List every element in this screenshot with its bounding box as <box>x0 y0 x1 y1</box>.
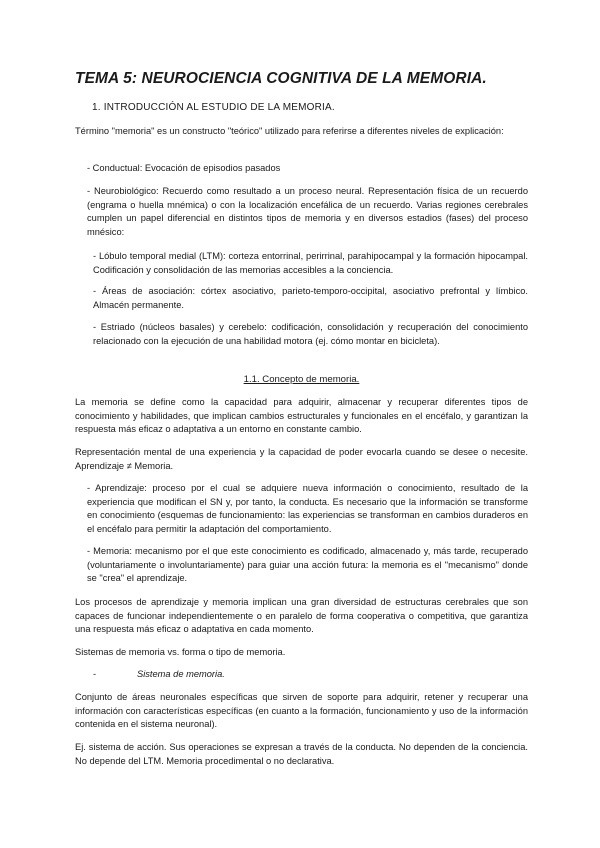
system-label: Sistema de memoria. <box>137 669 225 679</box>
bullet-neurobiologico: - Neurobiológico: Recuerdo como resultado a un proceso neural. Representación física de un recuerdo (engrama o huella mnémica) o con la localización encefálica de un recuerdo. Varias regiones cerebrales cumplen un papel diferencial en distintos tipos de memoria y en diversos estadios (fases) del proceso mnésico: <box>87 186 528 238</box>
page-title: TEMA 5: NEUROCIENCIA COGNITIVA DE LA MEMORIA. <box>75 70 487 87</box>
section-heading: 1. INTRODUCCIÓN AL ESTUDIO DE LA MEMORIA. <box>92 102 335 113</box>
sub-item-estriado: - Estriado (núcleos basales) y cerebelo: codificación, consolidación y recuperación del conocimiento relacionado con la ejecución de una habilidad motora (ej. cómo montar en bicicleta). <box>93 322 528 346</box>
intro-paragraph: Término "memoria" es un constructo "teórico" utilizado para referirse a diferentes niveles de explicación: <box>75 126 504 136</box>
conjunto-paragraph: Conjunto de áreas neuronales específicas que sirven de soporte para adquirir, retener y recuperar una información con características específicas (en cuanto a la formación, funcionamiento y uso de la información contenida en el sistema neuronal). <box>75 692 528 730</box>
sub-item-ltm: - Lóbulo temporal medial (LTM): corteza entorrinal, perirrinal, parahipocampal y la formación hipocampal. Codificación y consolidación de las memorias accesibles a la conciencia. <box>93 251 528 275</box>
bullet-aprendizaje: - Aprendizaje: proceso por el cual se adquiere nueva información o conocimiento, resultado de la experiencia que modifican el SN y, por tanto, la conducta. Es necesario que la información se transforme en conocimiento (esquemas de funcionamiento: las experiencias se transforman en cambios duraderos en el encéfalo para permitir la adaptación del comportamiento. <box>87 483 528 535</box>
sub-item-asociacion: - Áreas de asociación: córtex asociativo, parieto-temporo-occipital, asociativo prefrontal y límbico. Almacén permanente. <box>93 286 528 310</box>
example-paragraph: Ej. sistema de acción. Sus operaciones se expresan a través de la conducta. No dependen de la conciencia. No depende del LTM. Memoria procedimental o no declarativa. <box>75 742 528 766</box>
bullet-memoria: - Memoria: mecanismo por el que este conocimiento es codificado, almacenado y, más tarde, recuperado (voluntariamente o involuntariamente) para guiar una acción futura: la memoria es el "mecanismo" donde se "crea" el aprendizaje. <box>87 546 528 584</box>
list-dash: - <box>93 669 97 679</box>
definition-paragraph: La memoria se define como la capacidad para adquirir, almacenar y recuperar diferentes tipos de conocimiento y habilidades, que implican cambios estructurales y funcionales en el encéfalo, y garantizan la respuesta más eficaz o adaptativa a un entorno en constante cambio. <box>75 397 528 435</box>
bullet-conductual: - Conductual: Evocación de episodios pasados <box>87 163 281 173</box>
processes-paragraph: Los procesos de aprendizaje y memoria implican una gran diversidad de estructuras cerebrales que son capaces de funcionar independientemente o en paralelo de forma cooperativa o competitiva, que garantiza una respuesta más eficaz o adaptativa en cada momento. <box>75 597 528 635</box>
representation-paragraph: Representación mental de una experiencia y la capacidad de poder evocarla cuando se desee o necesite. Aprendizaje ≠ Memoria. <box>75 447 528 471</box>
subsection-heading: 1.1. Concepto de memoria. <box>243 374 360 385</box>
systems-line: Sistemas de memoria vs. forma o tipo de memoria. <box>75 647 286 657</box>
